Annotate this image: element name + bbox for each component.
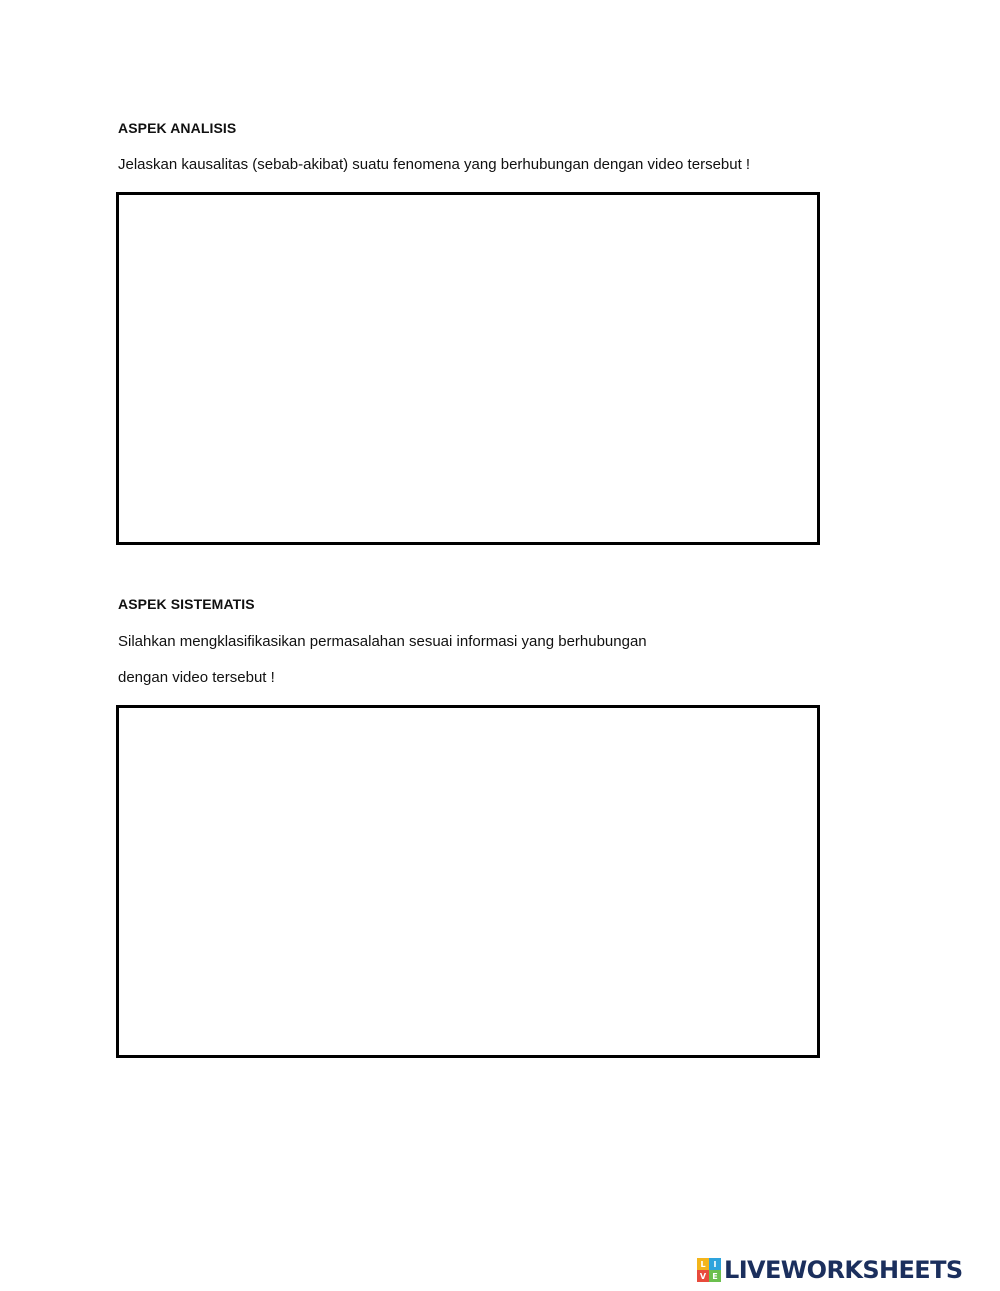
- systematic-answer-box[interactable]: [116, 705, 820, 1058]
- systematic-instruction-line-1: Silahkan mengklasifikasikan permasalahan sesuai informasi yang berhubungan: [118, 633, 647, 650]
- analysis-heading: ASPEK ANALISIS: [118, 120, 237, 136]
- systematic-heading: ASPEK SISTEMATIS: [118, 596, 255, 612]
- liveworksheets-logo: [697, 1256, 963, 1284]
- analysis-answer-box[interactable]: [116, 192, 820, 545]
- logo-icon-letter-e: E: [709, 1270, 721, 1282]
- logo-icon-letter-l: L: [697, 1258, 709, 1270]
- logo-icon-letter-v: V: [697, 1270, 709, 1282]
- systematic-instruction-line-2: dengan video tersebut !: [118, 669, 275, 686]
- liveworksheets-logo-text: LIVEWORKSHEETS: [724, 1256, 963, 1284]
- logo-icon-letter-i: I: [709, 1258, 721, 1270]
- analysis-instruction: Jelaskan kausalitas (sebab-akibat) suatu fenomena yang berhubungan dengan video tersebut !: [118, 156, 751, 173]
- liveworksheets-logo-icon: [697, 1258, 721, 1282]
